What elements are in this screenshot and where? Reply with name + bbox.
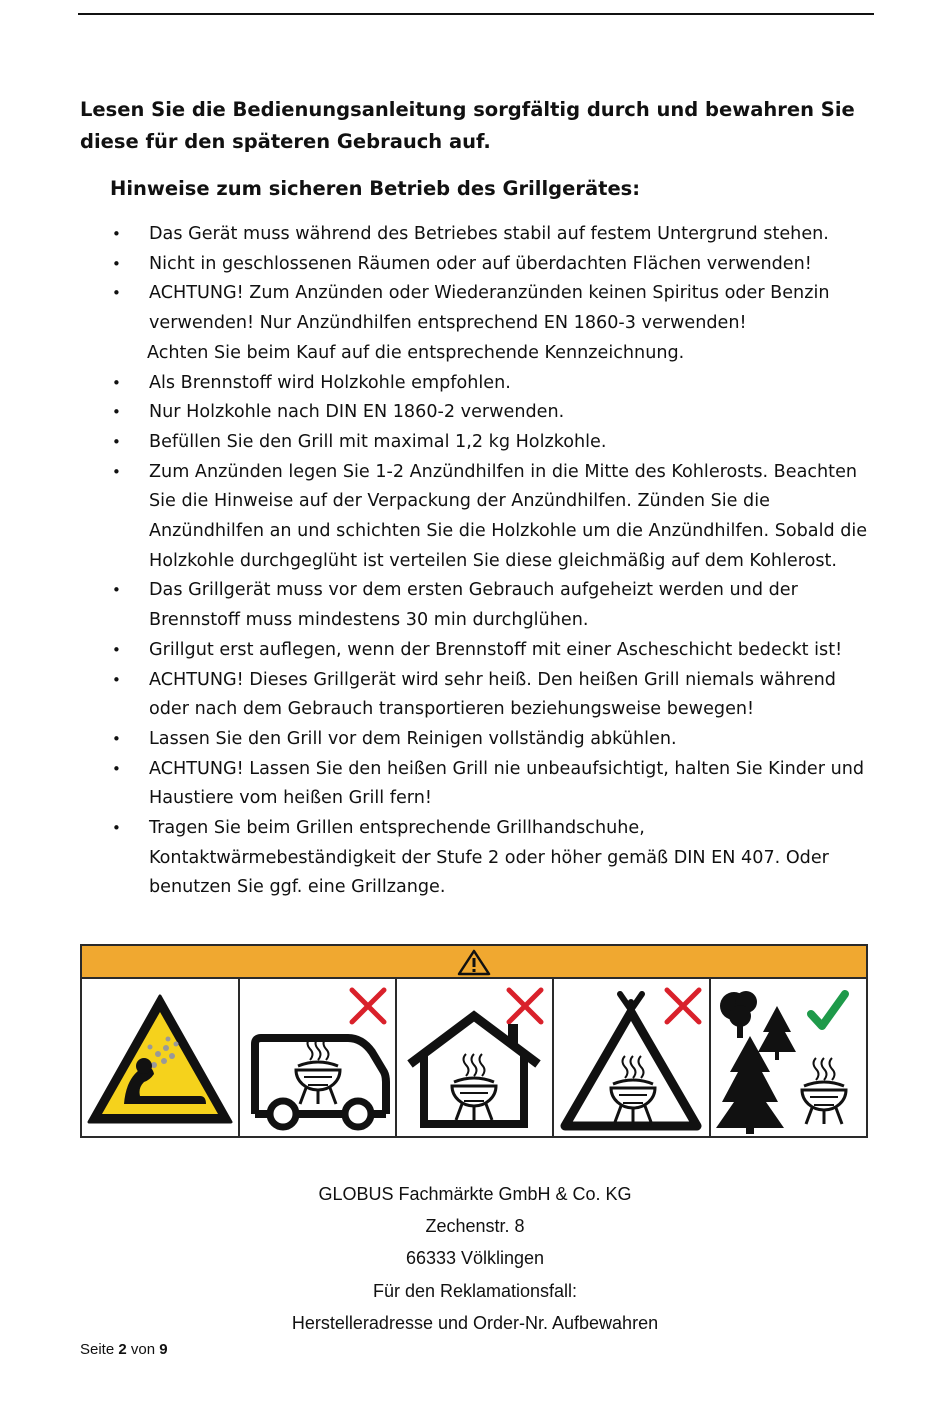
bullet-icon: •: [112, 670, 121, 689]
section-heading: Hinweise zum sicheren Betrieb des Grillgerätes:: [110, 177, 641, 200]
bullet-icon: •: [112, 819, 121, 838]
top-rule: [78, 13, 874, 15]
list-item: • Das Grillgerät muss vor dem ersten Gebrauch aufgeheizt werden und der Brennstoff muss mindestens 30 min durchglühen.: [80, 576, 880, 635]
bullet-icon: •: [112, 640, 121, 659]
claim-note: Herstelleradresse und Order-Nr. Aufbewahren: [291, 1312, 659, 1333]
list-item: • Nicht in geschlossenen Räumen oder auf überdachten Flächen verwenden!: [80, 250, 880, 280]
company-name: GLOBUS Fachmärkte GmbH & Co. KG: [318, 1184, 632, 1204]
bullet-icon: •: [112, 403, 121, 422]
list-item: • Zum Anzünden legen Sie 1-2 Anzündhilfen in die Mitte des Kohlerosts. Beachten Sie die Hinweise auf der Verpackung der Anzündhilfen. Zünden Sie die Anzündhilfen an und schichten Sie die Holzkohle um die Anzündhilfen. Sobald die Holzkohle durchgeglüht ist verteilen Sie diese gleichmäßig auf dem Kohlerost.: [80, 458, 880, 577]
bullet-icon: •: [112, 759, 121, 778]
list-item: • Das Gerät muss während des Betriebes stabil auf festem Untergrund stehen.: [80, 220, 880, 250]
company-city: 66333 Völklingen: [405, 1248, 545, 1269]
bullet-icon: •: [112, 432, 121, 451]
bullet-icon: •: [112, 729, 121, 748]
list-item: • ACHTUNG! Lassen Sie den heißen Grill nie unbeaufsichtigt, halten Sie Kinder und Haustiere vom heißen Grill fern!: [80, 755, 880, 814]
company-address: [0, 1178, 950, 1339]
bullet-icon: •: [112, 462, 121, 481]
bullet-icon: •: [112, 581, 121, 600]
list-item: • Lassen Sie den Grill vor dem Reinigen vollständig abkühlen.: [80, 725, 880, 755]
company-street: Zechenstr. 8: [425, 1216, 525, 1237]
intro-text: Lesen Sie die Bedienungsanleitung sorgfältig durch und bewahren Sie diese für den späteren Gebrauch auf.: [80, 98, 855, 153]
list-item: • Befüllen Sie den Grill mit maximal 1,2 kg Holzkohle.: [80, 428, 880, 458]
list-item: • ACHTUNG! Dieses Grillgerät wird sehr heiß. Den heißen Grill niemals während oder nach dem Gebrauch transportieren beziehungsweise bewegen!: [80, 666, 880, 725]
claim-label: Für den Reklamationsfall:: [372, 1280, 578, 1301]
list-item: • Grillgut erst auflegen, wenn der Brennstoff mit einer Ascheschicht bedeckt ist!: [80, 636, 880, 666]
list-item: • Tragen Sie beim Grillen entsprechende Grillhandschuhe, Kontaktwärmebeständigkeit der Stufe 2 oder höher gemäß DIN EN 407. Oder benutzen Sie ggf. eine Grillzange.: [80, 814, 880, 903]
bullet-icon: •: [112, 225, 121, 243]
list-item: • ACHTUNG! Zum Anzünden oder Wiederanzünden keinen Spiritus oder Benzin verwenden! Nur Anzündhilfen entsprechend EN 1860-3 verwenden!: [80, 279, 880, 338]
list-item: • Nur Holzkohle nach DIN EN 1860-2 verwenden.: [80, 398, 880, 428]
bullet-icon: •: [112, 373, 121, 392]
list-item-continuation: Achten Sie beim Kauf auf die entsprechende Kennzeichnung.: [147, 342, 685, 363]
page-number: Seite 2 von 9: [80, 1341, 168, 1358]
safety-list: [80, 220, 880, 903]
list-item: • Als Brennstoff wird Holzkohle empfohlen.: [80, 369, 880, 399]
bullet-icon: •: [112, 284, 121, 303]
bullet-icon: •: [112, 254, 121, 273]
safety-pictogram-panel: [80, 944, 868, 1138]
